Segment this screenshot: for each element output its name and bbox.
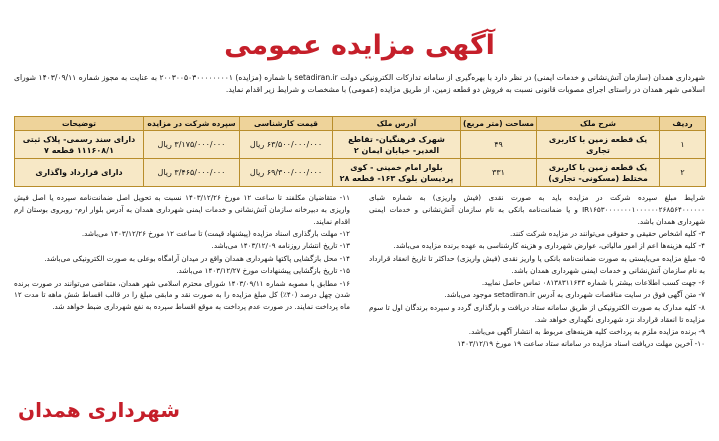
conditions-column-right bbox=[369, 192, 705, 424]
condition-item: ۸- کلیه مدارک به صورت الکترونیکی از طریق سامانه ستاد دریافت و بارگذاری گردد و سپرده برندگان اول تا سوم مزایده تا انعقاد قرارداد نزد شهرداری نگهداری خواهد شد. bbox=[369, 302, 705, 324]
header-area: مساحت (متر مربع) bbox=[461, 117, 537, 131]
cell-row-no: ۱ bbox=[660, 131, 706, 159]
condition-item: ۱۴- محل بازگشایی پاکتها شهرداری همدان واقع در میدان آرامگاه بوعلی به صورت الکترونیکی می‌باشد. bbox=[44, 253, 350, 263]
cell-deposit: ۳/۴۶۵/۰۰۰/۰۰۰ ریال bbox=[144, 159, 240, 187]
cell-appraised-price: ۶۳/۵۰۰/۰۰۰/۰۰۰ ریال bbox=[240, 131, 333, 159]
condition-item: ۱۶- مطابق با مصوبه شماره ۱۴۰۳/۰۹/۱۱ شورای محترم اسلامی شهر همدان، متقاضی می‌توانند در صورت برنده شدن چهل درصد (۴۰٪) کل مبلغ مزایده را به صورت نقد و مابقی مبلغ را در قالب اقساط شش ماهه تا مدت ۱۲ ماه پرداخت نمایند. در صورت عدم پرداخت به موقع اقساط سپرده به نفع شهرداری ضبط خواهد شد. bbox=[14, 278, 350, 312]
condition-item: ۶- جهت کسب اطلاعات بیشتر با شماره ۰۸۱۳۸۳۱۱۶۴۳ تماس حاصل نمایید. bbox=[481, 277, 705, 287]
table-row bbox=[15, 131, 706, 159]
condition-item: ۹- برنده مزایده ملزم به پرداخت کلیه هزینه‌های مربوط به انتشار آگهی می‌باشد. bbox=[468, 326, 705, 336]
condition-item: ۱۳- تاریخ انتشار روزنامه ۱۴۰۳/۱۲/۰۹ می‌باشد. bbox=[211, 241, 350, 251]
cell-row-no: ۲ bbox=[660, 159, 706, 187]
cell-area: ۴۹ bbox=[461, 131, 537, 159]
cell-description: یک قطعه زمین با کاربری مختلط (مسکونی- تجاری) bbox=[537, 159, 660, 187]
condition-item: ۱۲- مهلت بارگذاری اسناد مزایده (پیشنهاد قیمت) تا ساعت ۱۲ مورخ ۱۴۰۳/۱۲/۲۶ می‌باشد. bbox=[81, 228, 350, 238]
cell-notes: دارای قرارداد واگذاری bbox=[15, 159, 144, 187]
cell-notes: دارای سند رسمی- پلاک ثبتی ۱۱۱۶۰۸/۱ قطعه ۷ bbox=[15, 131, 144, 159]
header-notes: توضیحات bbox=[15, 117, 144, 131]
conditions-column-left bbox=[14, 192, 350, 424]
condition-item: ۳- کلیه اشخاص حقیقی و حقوقی می‌توانند در مزایده شرکت کنند. bbox=[509, 228, 705, 238]
condition-item: ۱۰- آخرین مهلت دریافت اسناد مزایده در سامانه ستاد ساعت ۱۹ مورخ ۱۴۰۳/۱۲/۱۹ bbox=[457, 339, 705, 349]
property-table bbox=[14, 116, 706, 187]
intro-paragraph: شهرداری همدان (سازمان آتش‌نشانی و خدمات ایمنی) در نظر دارد با بهره‌گیری از سامانه تدارکات الکترونیکی دولت setadiran.ir با شماره (مزایده) ۲۰۰۳۰۰۵۰۳۰۰۰۰۰۰۰۰۱ به عنایت به مجوز شماره ۱۴۰۳/۰۹/۱۱ شورای اسلامی شهر همدان در راستای اجرای مصوبات قانونی نسبت به فروش دو قطعه زمین، از طریق مزایده (عمومی) با مشخصات و شرایط زیر اقدام نماید. bbox=[14, 73, 705, 95]
notice-title: آگهی مزایده عمومی bbox=[224, 30, 495, 61]
condition-item: ۵- مبلغ مزایده می‌بایستی به صورت ضمانت‌نامه بانکی یا واریز نقدی (فیش واریزی) حداکثر تا تاریخ انعقاد قرارداد به نام سازمان آتش‌نشانی و خدمات ایمنی شهرداری همدان باشد. bbox=[369, 253, 705, 275]
condition-item: ۱۵- تاریخ بازگشایی پیشنهادات مورخ ۱۴۰۳/۱۲/۲۷ می‌باشد. bbox=[176, 266, 350, 276]
conditions-section bbox=[14, 192, 705, 424]
cell-description: یک قطعه زمین با کاربری تجاری bbox=[537, 131, 660, 159]
condition-item: شرایط مبلغ سپرده شرکت در مزایده باید به صورت نقدی (فیش واریزی) به شماره شبای IR۱۶۵۳۰۰۰۰۰۰۰۱۰۰۰۰۰۰۲۶۸۵۶۴۰۰۰۰۰۰ و یا ضمانت‌نامه بانکی به نام سازمان آتش‌نشانی و خدمات ایمنی شهرداری همدان باشد. bbox=[369, 193, 705, 226]
cell-deposit: ۳/۱۷۵/۰۰۰/۰۰۰ ریال bbox=[144, 131, 240, 159]
header-address: آدرس ملک bbox=[333, 117, 461, 131]
table-header-row bbox=[15, 117, 706, 131]
table-row bbox=[15, 159, 706, 187]
header-deposit: سپرده شرکت در مزایده bbox=[144, 117, 240, 131]
header-row-no: ردیف bbox=[660, 117, 706, 131]
header-description: شرح ملک bbox=[537, 117, 660, 131]
cell-appraised-price: ۶۹/۳۰۰/۰۰۰/۰۰۰ ریال bbox=[240, 159, 333, 187]
condition-item: ۴- کلیه هزینه‌ها اعم از امور مالیاتی، عوارض شهرداری و هزینه کارشناسی به عهده برنده مزایده می‌باشد. bbox=[393, 241, 705, 251]
condition-item: ۷- متن آگهی فوق در سایت مناقصات شهرداری به آدرس setadiran.ir موجود می‌باشد. bbox=[444, 290, 705, 300]
cell-address: شهرک فرهنگیان- تقاطع الغدیر- خیابان ایمان ۲ bbox=[333, 131, 461, 159]
cell-area: ۳۳۱ bbox=[461, 159, 537, 187]
cell-address: بلوار امام خمینی - کوی پردیسان بلوک ۱۶۳- قطعه ۲۸ bbox=[333, 159, 461, 187]
header-appraised-price: قیمت کارشناسی bbox=[240, 117, 333, 131]
issuer-signature: شهرداری همدان bbox=[18, 398, 180, 422]
condition-item: ۱۱- متقاضیان مکلفند تا ساعت ۱۲ مورخ ۱۴۰۳/۱۲/۲۶ نسبت به تحویل اصل ضمانت‌نامه سپرده یا اصل فیش واریزی به دبیرخانه سازمان آتش‌نشانی و خدمات ایمنی شهرداری همدان به آدرس بلوار ارم- روبروی بوستان ارم اقدام نمایند. bbox=[14, 193, 350, 226]
